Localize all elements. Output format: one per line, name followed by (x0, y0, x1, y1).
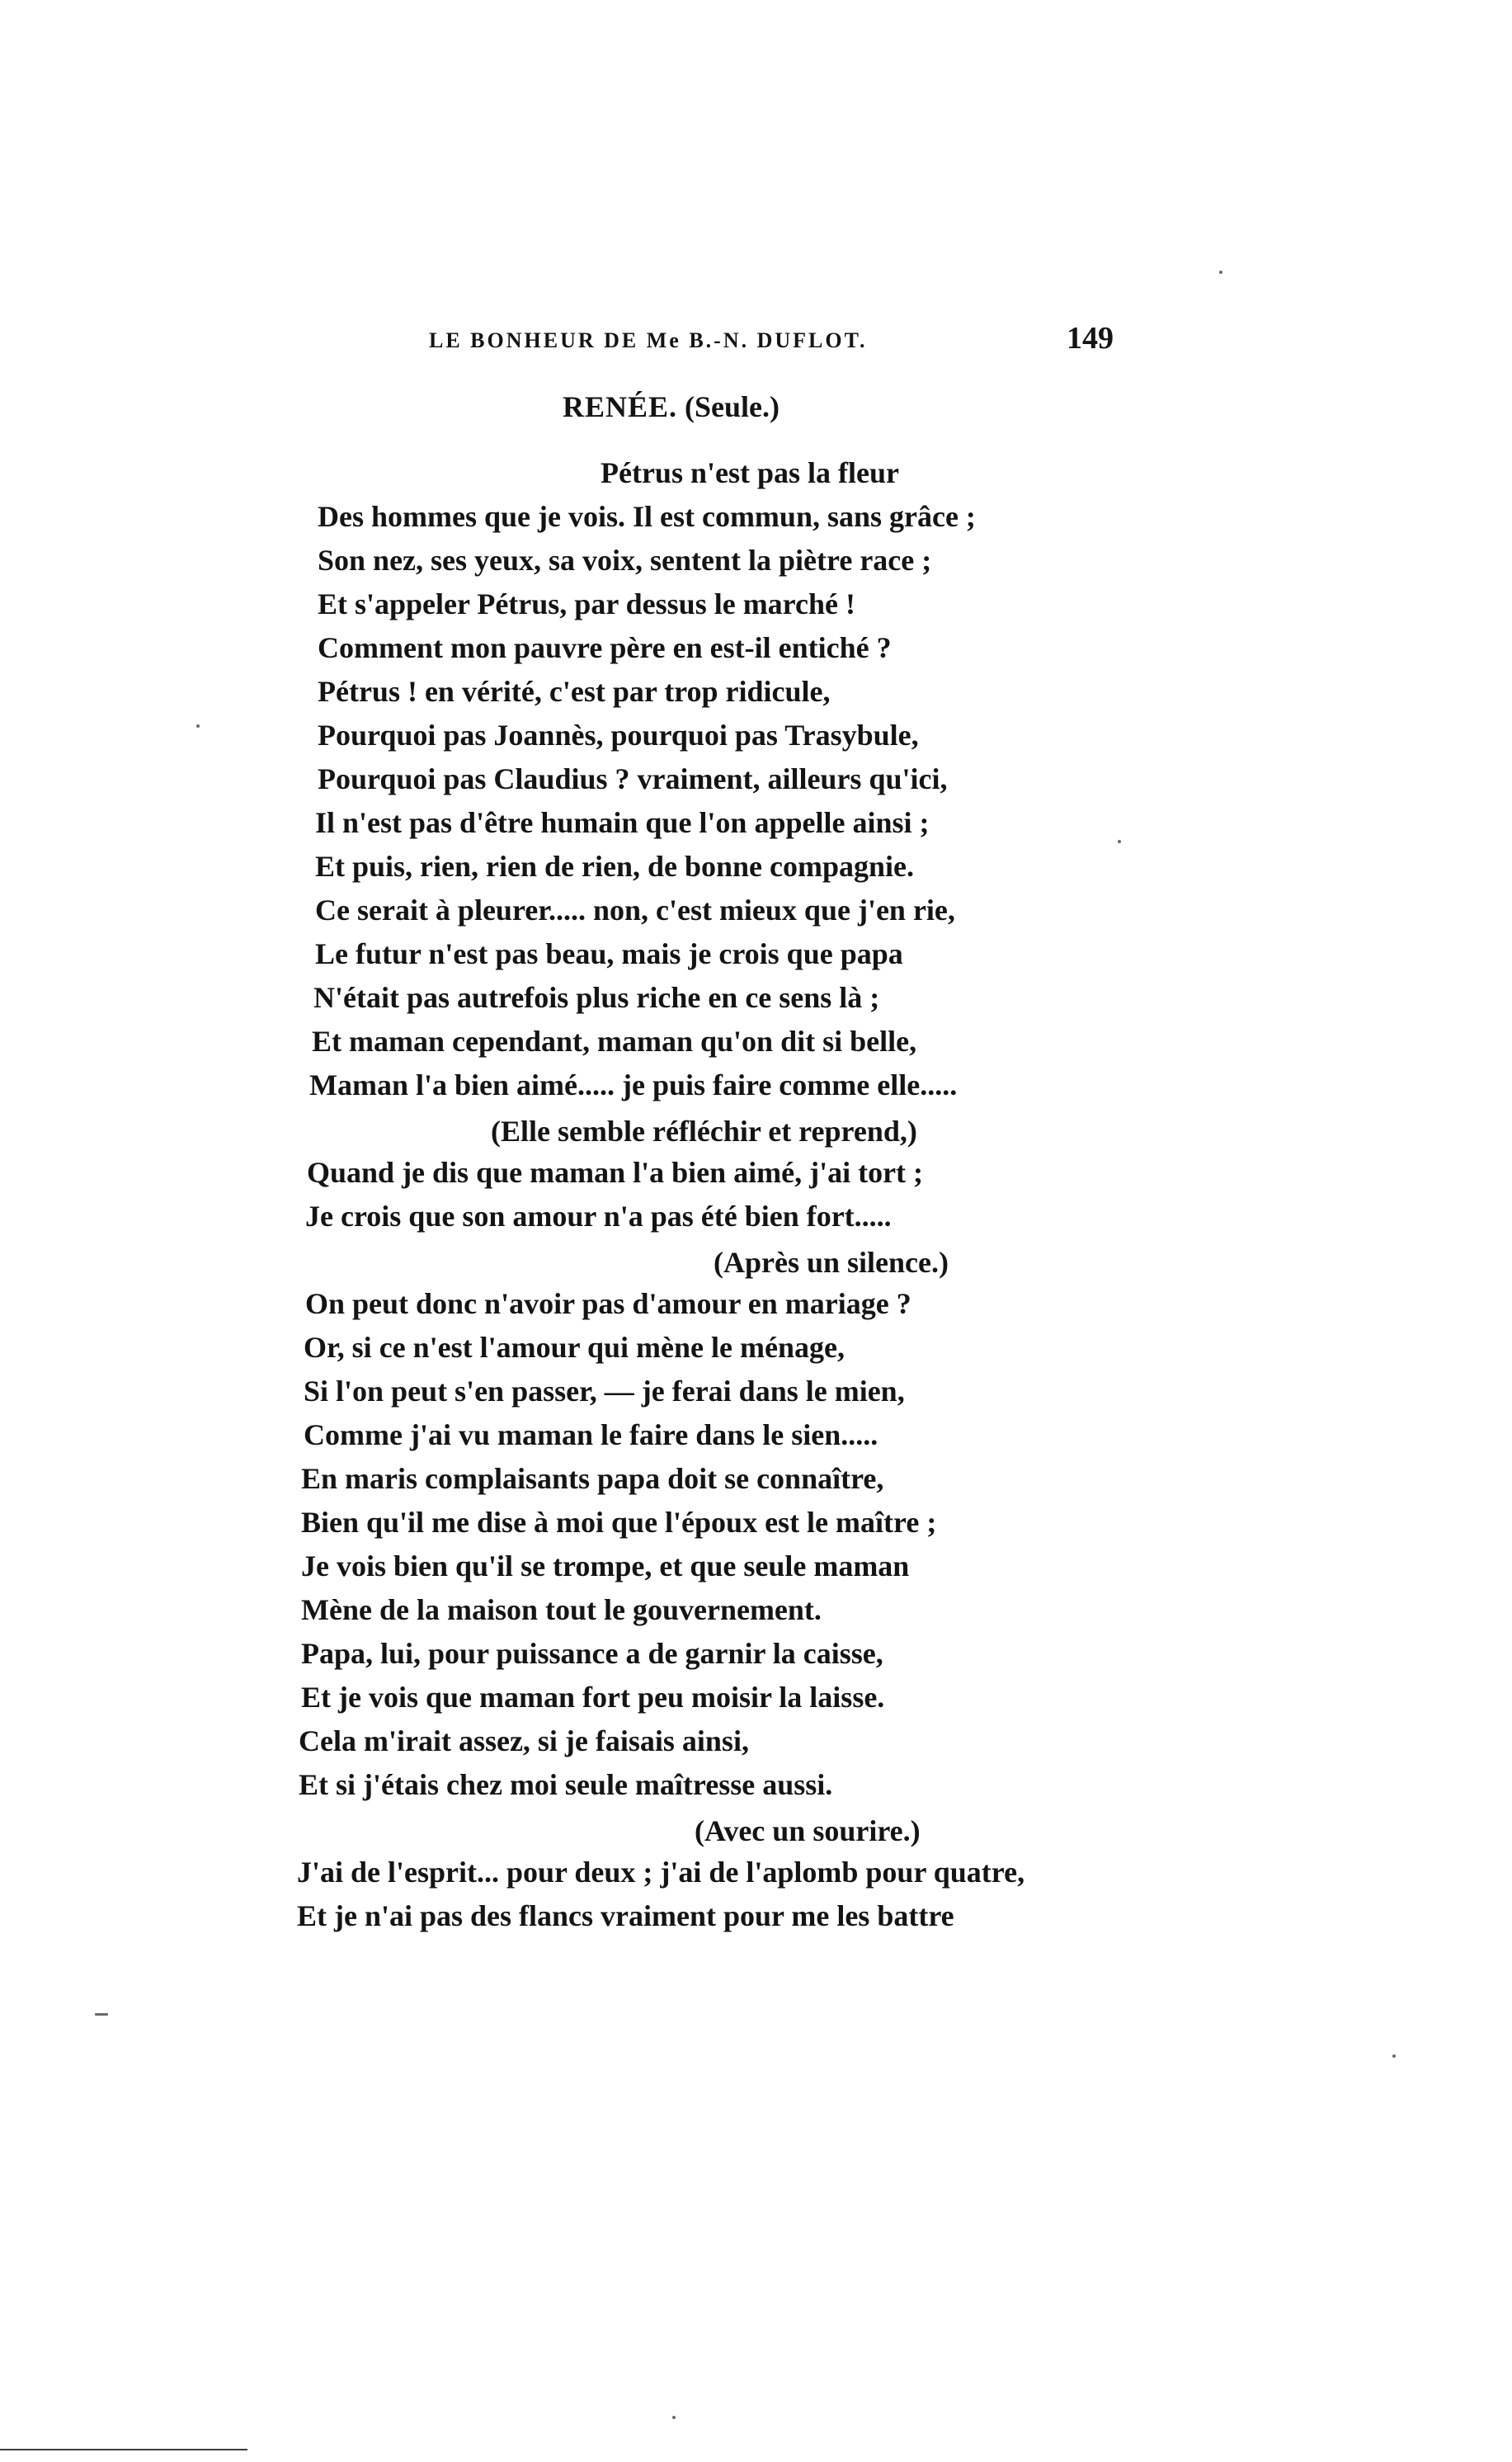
verse-line: J'ai de l'esprit... pour deux ; j'ai de l'aplomb pour quatre, (297, 1856, 1025, 1889)
verse-line: Je vois bien qu'il se trompe, et que seule maman (301, 1549, 910, 1582)
running-head (429, 320, 1114, 361)
paper-speck (1118, 840, 1121, 843)
verse-line: Si l'on peut s'en passer, — je ferai dans le mien, (304, 1375, 905, 1408)
paper-speck (1392, 2054, 1396, 2058)
verse-line: Comme j'ai vu maman le faire dans le sien..... (304, 1418, 878, 1451)
verse-line: Des hommes que je vois. Il est commun, sans grâce ; (318, 500, 976, 533)
running-title: LE BONHEUR DE Me B.-N. DUFLOT. (429, 328, 868, 352)
paper-speck (1219, 271, 1222, 274)
paper-speck (672, 2416, 676, 2419)
verse-line: Pourquoi pas Claudius ? vraiment, ailleurs qu'ici, (318, 762, 948, 795)
verse-line: Cela m'irait assez, si je faisais ainsi, (299, 1724, 749, 1757)
verse-line: On peut donc n'avoir pas d'amour en mariage ? (305, 1287, 911, 1320)
verse-line: Et je n'ai pas des flancs vraiment pour me les battre (297, 1899, 954, 1932)
verse-line: Maman l'a bien aimé..... je puis faire comme elle..... (309, 1068, 958, 1101)
verse-line: Ce serait à pleurer..... non, c'est mieux que j'en rie, (315, 894, 955, 927)
paper-speck (196, 724, 200, 728)
verse-line: Pétrus ! en vérité, c'est par trop ridicule, (318, 675, 831, 708)
speaker-direction: (Seule.) (685, 390, 780, 423)
verse-line: Et si j'étais chez moi seule maîtresse aussi. (299, 1768, 833, 1801)
verse-line: Et maman cependant, maman qu'on dit si belle, (312, 1025, 917, 1058)
paper-speck (95, 2013, 108, 2016)
verse-line: Or, si ce n'est l'amour qui mène le ménage, (304, 1331, 845, 1364)
verse-line: Pourquoi pas Joannès, pourquoi pas Trasybule, (318, 719, 919, 752)
verse-line: Pétrus n'est pas la fleur (601, 456, 899, 489)
verse-line: N'était pas autrefois plus riche en ce sens là ; (313, 981, 880, 1014)
verse-line: Il n'est pas d'être humain que l'on appelle ainsi ; (315, 806, 930, 839)
speaker-name: RENÉE. (563, 390, 678, 423)
verse-line: Quand je dis que maman l'a bien aimé, j'ai tort ; (307, 1156, 924, 1189)
verse-line: Bien qu'il me dise à moi que l'époux est le maître ; (301, 1506, 937, 1539)
verse-line: Mène de la maison tout le gouvernement. (301, 1593, 822, 1626)
page-number: 149 (1067, 321, 1114, 356)
verse-line: Et je vois que maman fort peu moisir la laisse. (301, 1681, 885, 1714)
verse-line: Comment mon pauvre père en est-il entiché ? (318, 631, 892, 664)
verse-line: En maris complaisants papa doit se connaître, (301, 1462, 884, 1495)
stage-direction: (Après un silence.) (714, 1246, 949, 1279)
stage-direction: (Elle semble réfléchir et reprend,) (491, 1115, 917, 1148)
speaker-heading (563, 389, 780, 424)
verse-line: Et s'appeler Pétrus, par dessus le marché ! (318, 587, 855, 620)
verse-line: Son nez, ses yeux, sa voix, sentent la piètre race ; (318, 544, 932, 577)
verse-line: Le futur n'est pas beau, mais je crois que papa (315, 937, 903, 970)
stage-direction: (Avec un sourire.) (695, 1814, 921, 1847)
bottom-rule (0, 2449, 247, 2450)
verse-line: Papa, lui, pour puissance a de garnir la caisse, (301, 1637, 883, 1670)
verse-line: Et puis, rien, rien de rien, de bonne compagnie. (315, 850, 915, 883)
verse-line: Je crois que son amour n'a pas été bien fort..... (305, 1200, 892, 1233)
